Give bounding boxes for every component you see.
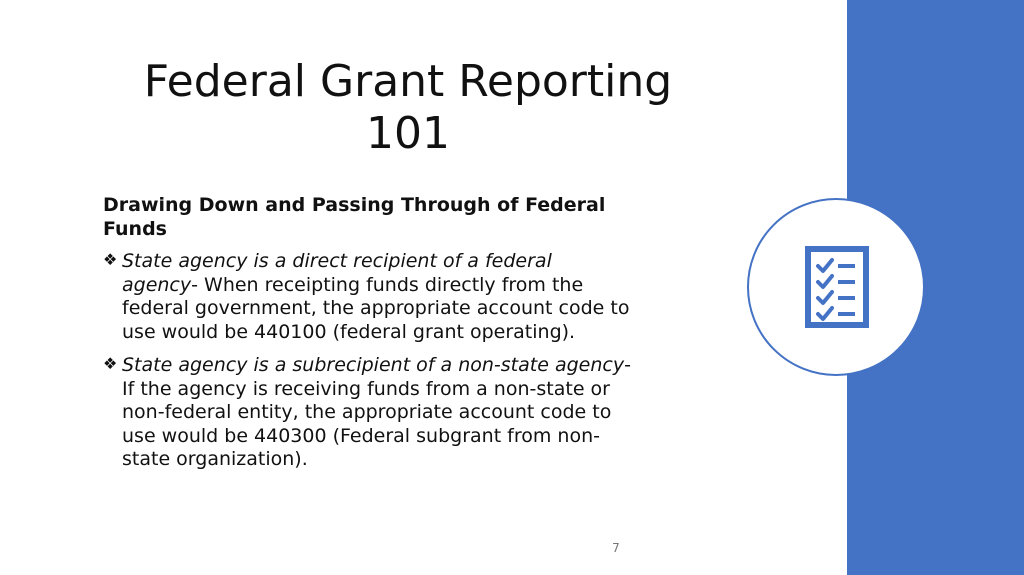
slide-body [103,194,633,482]
bullet-item [103,354,633,472]
bullet-text: - If the agency is receiving funds from a non-state or non-federal entity, the appropriate account code to use would be 440300 (Federal subgrant from non-state organization). [122,354,631,470]
slide-title-line-2: 101 [366,108,450,159]
slide-title-line-1: Federal Grant Reporting [143,56,673,107]
bullet-text: - When receipting funds directly from the federal government, the appropriate account code to use would be 440100 (federal grant operating). [122,273,630,343]
bullet-lead: State agency is a subrecipient of a non-state agency [122,354,625,376]
slide-title [95,56,721,160]
bullet-lead: State agency is a direct recipient of a federal agency [122,250,552,296]
checklist-badge [747,198,925,376]
diamond-bullet-icon: ❖ [103,250,118,269]
diamond-bullet-icon: ❖ [103,354,118,373]
checklist-icon [805,246,869,328]
section-heading: Drawing Down and Passing Through of Federal Funds [103,194,606,240]
page-number: 7 [612,541,620,555]
bullet-item [103,250,633,344]
